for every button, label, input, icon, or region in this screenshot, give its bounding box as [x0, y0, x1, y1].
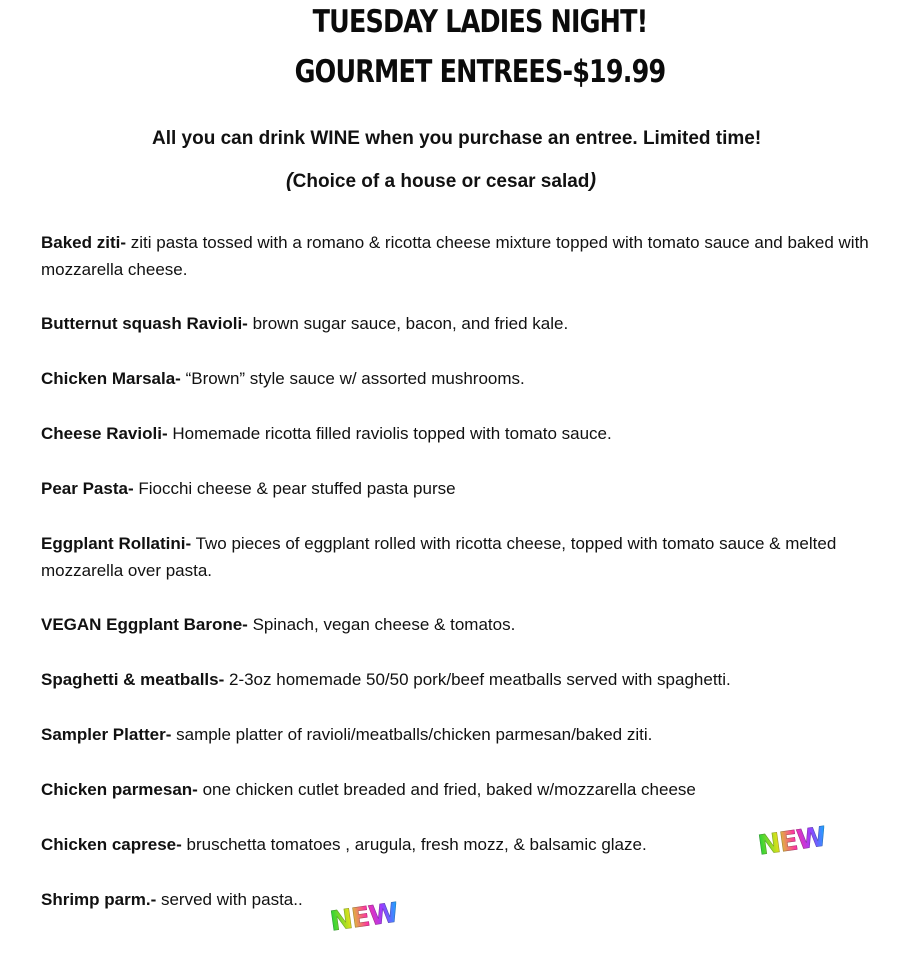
salad-open-paren: ( — [286, 170, 293, 192]
menu-item-name: Butternut squash Ravioli- — [41, 314, 248, 333]
menu-item-shrimp-parm — [41, 886, 889, 913]
menu-item-name: Shrimp parm.- — [41, 890, 157, 909]
menu-item-pear-pasta — [41, 475, 889, 502]
menu-item-vegan-eggplant-barone — [41, 611, 889, 638]
menu-item-eggplant-rollatini — [41, 530, 851, 584]
menu-item-description: one chicken cutlet breaded and fried, baked w/mozzarella cheese — [197, 780, 696, 799]
menu-item-description: “Brown” style sauce w/ assorted mushrooms. — [180, 369, 525, 388]
salad-close-paren: ) — [589, 170, 597, 192]
menu-item-chicken-parmesan — [41, 776, 889, 803]
menu-item-description: Spinach, vegan cheese & tomatos. — [247, 615, 516, 634]
menu-item-spaghetti-meatballs — [41, 666, 889, 693]
menu-item-name: Pear Pasta- — [41, 479, 134, 498]
menu-item-description: Homemade ricotta filled raviolis topped with tomato sauce. — [167, 424, 612, 443]
menu-item-description: served with pasta.. — [156, 890, 303, 909]
salad-choice-label: Choice of a house or cesar salad — [292, 171, 590, 192]
menu-item-cheese-ravioli — [41, 420, 889, 447]
menu-item-chicken-marsala — [41, 365, 889, 392]
menu-item-name: Eggplant Rollatini- — [41, 534, 192, 553]
menu-item-description: sample platter of ravioli/meatballs/chicken parmesan/baked ziti. — [171, 725, 653, 744]
menu-item-baked-ziti — [41, 229, 889, 283]
menu-item-name: Spaghetti & meatballs- — [41, 670, 225, 689]
menu-item-name: Chicken parmesan- — [41, 780, 198, 799]
salad-choice-text — [286, 170, 596, 193]
menu-item-description: Fiocchi cheese & pear stuffed pasta purse — [133, 479, 456, 498]
page-title-line-1: TUESDAY LADIES NIGHT! — [312, 4, 648, 40]
menu-item-name: Chicken Marsala- — [41, 369, 181, 388]
new-badge-icon: NEW — [328, 897, 400, 938]
menu-item-name: VEGAN Eggplant Barone- — [41, 615, 248, 634]
menu-item-description: brown sugar sauce, bacon, and fried kale. — [247, 314, 569, 333]
menu-item-description: Two pieces of eggplant rolled with ricotta cheese, topped with tomato sauce & melted mozzarella over pasta. — [41, 534, 837, 580]
page-title-line-2: GOURMET ENTREES-$19.99 — [294, 54, 666, 90]
entree-menu-list — [41, 229, 889, 913]
menu-item-butternut-squash-ravioli — [41, 310, 889, 337]
menu-item-name: Cheese Ravioli- — [41, 424, 168, 443]
menu-item-description: bruschetta tomatoes , arugula, fresh mozz, & balsamic glaze. — [181, 835, 647, 854]
menu-item-name: Baked ziti- — [41, 233, 127, 252]
wine-promo-text: All you can drink WINE when you purchase an entree. Limited time! — [152, 128, 762, 149]
menu-item-name: Sampler Platter- — [41, 725, 172, 744]
menu-item-description: ziti pasta tossed with a romano & ricotta cheese mixture topped with tomato sauce and baked with mozzarella cheese. — [41, 233, 869, 279]
new-badge-icon: NEW — [756, 821, 828, 862]
menu-item-sampler-platter — [41, 721, 889, 748]
menu-item-name: Chicken caprese- — [41, 835, 182, 854]
menu-item-description: 2-3oz homemade 50/50 pork/beef meatballs served with spaghetti. — [224, 670, 731, 689]
